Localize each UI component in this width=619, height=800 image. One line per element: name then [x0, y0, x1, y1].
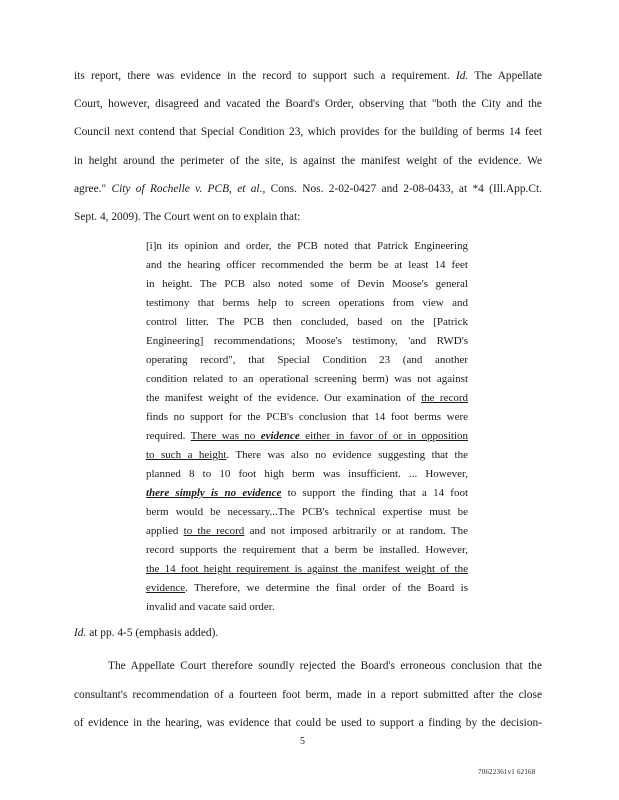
paragraph-1-line-1: its report, there was evidence in the record to support such a requirement. Id. The Appellate — [74, 70, 542, 82]
quote-line: evidence. Therefore, we determine the final order of the Board is — [146, 582, 468, 594]
document-id: 70622361v1 62168 — [478, 768, 536, 776]
quote-line: and the hearing officer recommended the berm be at least 14 feet — [146, 259, 468, 271]
case-name: City of Rochelle v. PCB, et al., — [111, 183, 266, 195]
quote-line: there simply is no evidence to support the finding that a 14 foot — [146, 487, 468, 499]
page-number: 5 — [300, 736, 305, 747]
quote-line: operating record", that Special Condition 23 (and another — [146, 354, 468, 366]
id-citation: Id. — [455, 70, 469, 82]
quote-line: invalid and vacate said order. — [146, 601, 275, 613]
quote-line: planned 8 to 10 foot high berm was insufficient. ... However, — [146, 468, 468, 480]
citation: Id. at pp. 4-5 (emphasis added). — [74, 627, 219, 639]
quote-line: [i]n its opinion and order, the PCB noted that Patrick Engineering — [146, 240, 468, 252]
quote-line: condition related to an operational screening berm) was not against — [146, 373, 468, 385]
quote-line: to such a height. There was also no evidence suggesting that the — [146, 449, 468, 461]
quote-line: applied to the record and not imposed arbitrarily or at random. The — [146, 525, 469, 537]
paragraph-1-line-4: in height around the perimeter of the site, is against the manifest weight of the evidence. We — [74, 155, 542, 167]
paragraph-1-line-3: Council next contend that Special Condition 23, which provides for the building of berms 14 feet — [74, 126, 542, 138]
quote-line: the manifest weight of the evidence. Our examination of the record — [146, 392, 469, 404]
quote-line: in height. The PCB also noted some of Devin Moose's general — [146, 278, 468, 290]
quote-line: berm would be necessary...The PCB's technical expertise must be — [146, 506, 468, 518]
paragraph-2-line-2: consultant's recommendation of a fourteen foot berm, made in a report submitted after the close — [74, 689, 542, 701]
emphasis-no-evidence: there simply is no evidence — [146, 487, 282, 499]
paragraph-1-line-6: Sept. 4, 2009). The Court went on to explain that: — [74, 211, 301, 223]
paragraph-2-line-1: The Appellate Court therefore soundly rejected the Board's erroneous conclusion that the — [108, 660, 542, 672]
paragraph-1-line-2: Court, however, disagreed and vacated the Board's Order, observing that "both the City and the — [74, 98, 542, 110]
quote-line: the 14 foot height requirement is against the manifest weight of the — [146, 563, 468, 575]
quote-line: control litter. The PCB then concluded, based on the [Patrick — [146, 316, 468, 328]
quote-line: required. There was no evidence either in favor of or in opposition — [146, 430, 468, 442]
quote-line: finds no support for the PCB's conclusion that 14 foot berms were — [146, 411, 468, 423]
paragraph-1-line-5: agree." City of Rochelle v. PCB, et al., Cons. Nos. 2-02-0427 and 2-08-0433, at *4 (Ill.App.Ct. — [74, 183, 542, 195]
quote-line: Engineering] recommendations; Moose's testimony, 'and RWD's — [146, 335, 468, 347]
quote-line: record supports the requirement that a berm be installed. However, — [146, 544, 468, 556]
emphasis-evidence: evidence — [260, 430, 300, 442]
paragraph-2-line-3: of evidence in the hearing, was evidence that could be used to support a finding by the decision- — [74, 717, 542, 729]
quote-line: testimony that berms help to screen operations from view and — [146, 297, 468, 309]
